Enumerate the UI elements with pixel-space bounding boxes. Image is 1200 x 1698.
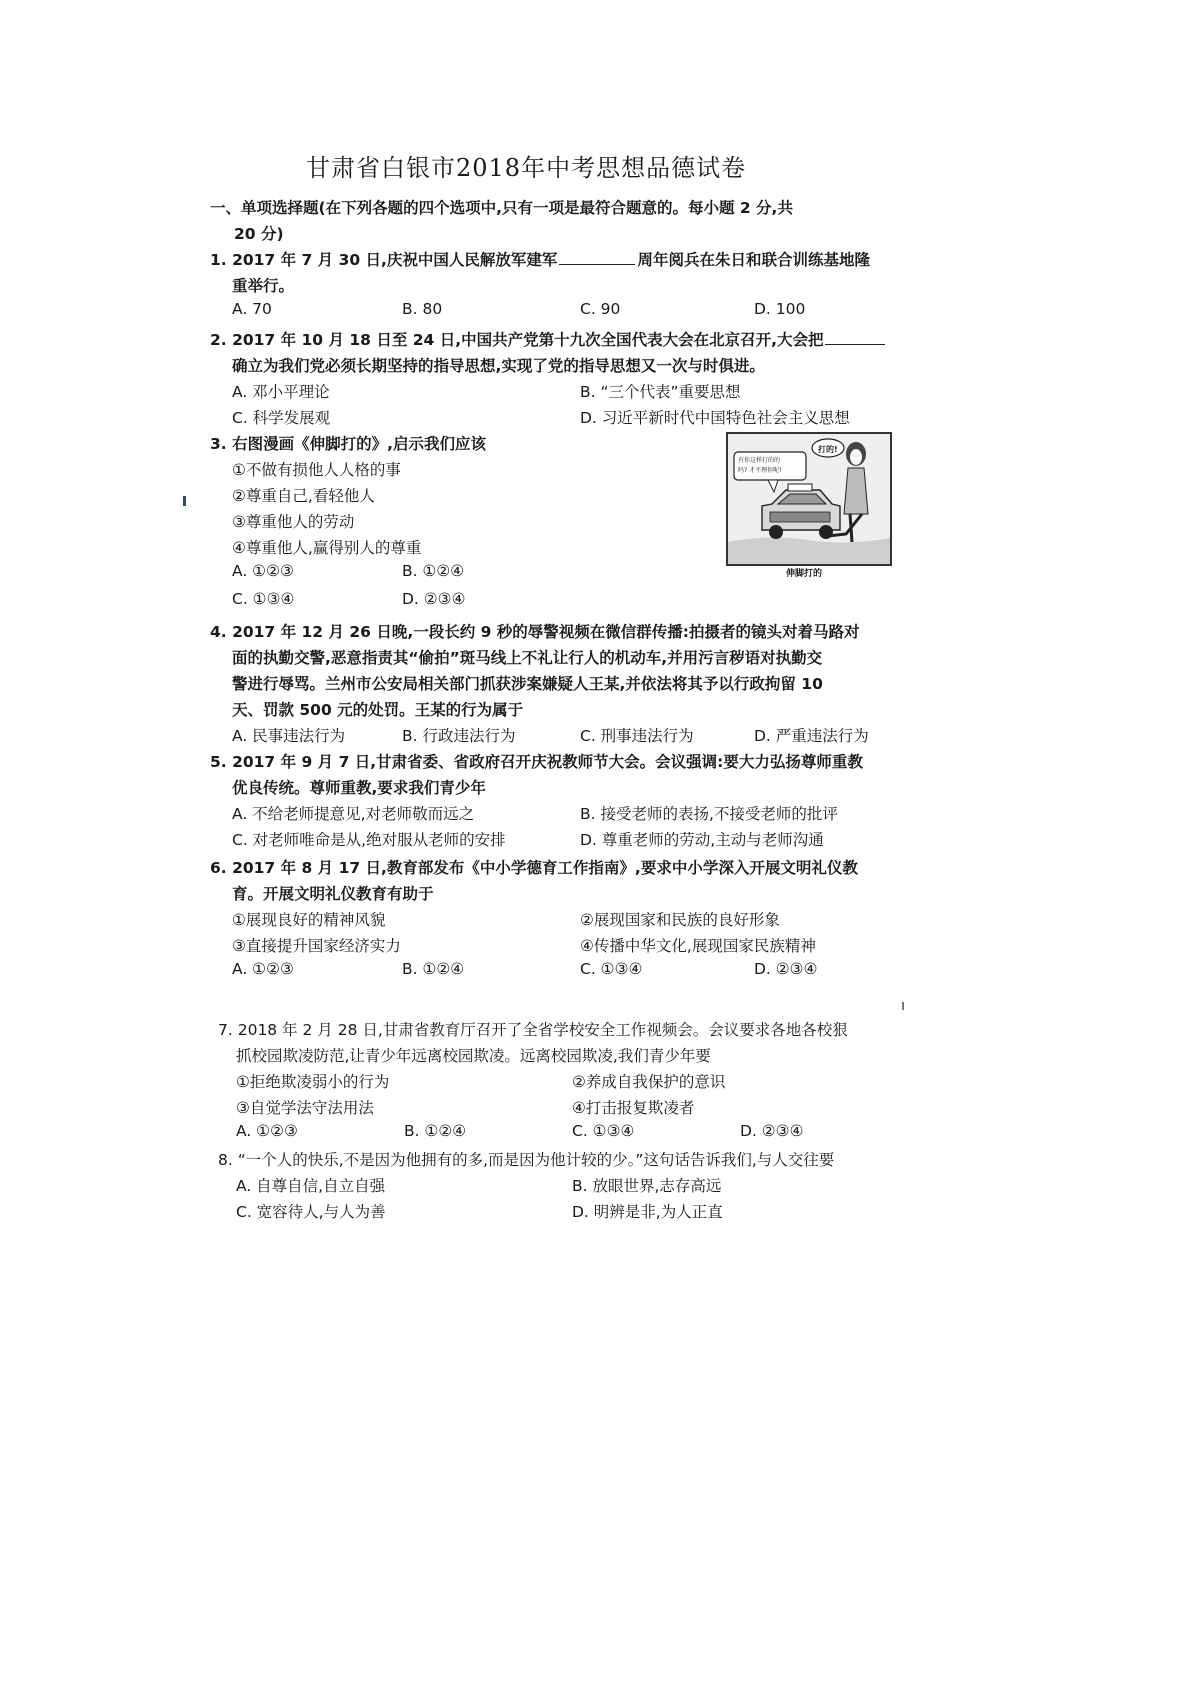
q6-statement-1: ①展现良好的精神风貌 — [232, 911, 386, 929]
q7-statement-4: ④打击报复欺凌者 — [572, 1099, 695, 1117]
q6-statement-4: ④传播中华文化,展现国家民族精神 — [580, 937, 816, 955]
question-3-stem: 3. 右图漫画《伸脚打的》,启示我们应该 — [210, 435, 486, 453]
question-4-stem-4: 天、罚款 500 元的处罚。王某的行为属于 — [232, 701, 524, 719]
comic-caption: 伸脚打的 — [786, 569, 823, 579]
page-title: 甘肃省白银市2018年中考思想品德试卷 — [306, 154, 747, 182]
q8-option-b: B. 放眼世界,志存高远 — [572, 1177, 722, 1195]
question-7-stem: 7. 2018 年 2 月 28 日,甘肃省教育厅召开了全省学校安全工作视频会。会议要求各地各校狠 — [218, 1021, 848, 1039]
q3-statement-1: ①不做有损他人人格的事 — [232, 461, 401, 479]
q7-option-b: B. ①②④ — [404, 1122, 467, 1140]
q8-option-d: D. 明辨是非,为人正直 — [572, 1203, 723, 1221]
q5-option-d: D. 尊重老师的劳动,主动与老师沟通 — [580, 831, 824, 849]
q1-option-c: C. 90 — [580, 300, 621, 318]
answer-blank — [825, 330, 885, 345]
q2-option-b: B. “三个代表”重要思想 — [580, 383, 741, 401]
q6-statement-3: ③直接提升国家经济实力 — [232, 937, 401, 955]
q3-option-c: C. ①③④ — [232, 590, 295, 608]
section-heading-cont: 20 分) — [234, 225, 284, 243]
comic-woman-text: 打的! — [818, 445, 838, 454]
q4-option-c: C. 刑事违法行为 — [580, 727, 694, 745]
q6-option-a: A. ①②③ — [232, 960, 294, 978]
q4-option-d: D. 严重违法行为 — [754, 727, 869, 745]
q6-statement-2: ②展现国家和民族的良好形象 — [580, 911, 780, 929]
q8-option-a: A. 自尊自信,自立自强 — [236, 1177, 386, 1195]
q4-option-b: B. 行政违法行为 — [402, 727, 516, 745]
q7-option-a: A. ①②③ — [236, 1122, 298, 1140]
q3-option-a: A. ①②③ — [232, 562, 294, 580]
q6-option-b: B. ①②④ — [402, 960, 465, 978]
question-2-line1: 2. 2017 年 10 月 18 日至 24 日,中国共产党第十九次全国代表大会在北京召开,大会把 — [210, 331, 824, 349]
q7-option-c: C. ①③④ — [572, 1122, 635, 1140]
q7-statement-3: ③自觉学法守法用法 — [236, 1099, 374, 1117]
q3-statement-4: ④尊重他人,赢得别人的尊重 — [232, 539, 422, 557]
q3-option-b: B. ①②④ — [402, 562, 465, 580]
q5-option-a: A. 不给老师提意见,对老师敬而远之 — [232, 805, 475, 823]
q1-option-b: B. 80 — [402, 300, 443, 318]
q3-statement-2: ②尊重自己,看轻他人 — [232, 487, 375, 505]
question-4-stem-2: 面的执勤交警,恶意指责其“偷拍”斑马线上不礼让行人的机动车,并用污言秽语对执勤交 — [232, 649, 823, 667]
question-1-pre: 1. 2017 年 7 月 30 日,庆祝中国人民解放军建军 — [210, 251, 558, 269]
q1-option-a: A. 70 — [232, 300, 272, 318]
question-8-stem: 8. “一个人的快乐,不是因为他拥有的多,而是因为他计较的少。”这句话告诉我们,与人交往要 — [218, 1151, 835, 1169]
q6-option-d: D. ②③④ — [754, 960, 818, 978]
q7-statement-2: ②养成自我保护的意识 — [572, 1073, 726, 1091]
question-2-stem — [210, 328, 885, 350]
question-1-post: 周年阅兵在朱日和联合训练基地隆 — [637, 251, 870, 269]
question-6-stem-2: 育。开展文明礼仪教育有助于 — [232, 885, 434, 903]
question-5-stem: 5. 2017 年 9 月 7 日,甘肃省委、省政府召开庆祝教师节大会。会议强调:要大力弘扬尊师重教 — [210, 753, 863, 771]
question-5-stem-2: 优良传统。尊师重教,要求我们青少年 — [232, 779, 486, 797]
comic-drawing — [728, 434, 890, 564]
answer-blank — [559, 250, 635, 265]
question-4-stem: 4. 2017 年 12 月 26 日晚,一段长约 9 秒的辱警视频在微信群传播:拍摄者的镜头对着马路对 — [210, 623, 860, 641]
section-heading: 一、单项选择题(在下列各题的四个选项中,只有一项是最符合题意的。每小题 2 分,共 — [210, 199, 793, 217]
comic-driver-text-1: 有你这样打的的 — [738, 457, 781, 464]
q2-option-a: A. 邓小平理论 — [232, 383, 330, 401]
comic-driver-text-2: 吗? 才不理你呢! — [738, 467, 782, 474]
question-7-stem-2: 抓校园欺凌防范,让青少年远离校园欺凌。远离校园欺凌,我们青少年要 — [236, 1047, 711, 1065]
q8-option-c: C. 宽容待人,与人为善 — [236, 1203, 386, 1221]
scan-mark — [183, 496, 186, 506]
q5-option-c: C. 对老师唯命是从,绝对服从老师的安排 — [232, 831, 506, 849]
q5-option-b: B. 接受老师的表扬,不接受老师的批评 — [580, 805, 838, 823]
scan-mark — [902, 1002, 904, 1010]
q2-option-c: C. 科学发展观 — [232, 409, 331, 427]
q3-statement-3: ③尊重他人的劳动 — [232, 513, 355, 531]
q6-option-c: C. ①③④ — [580, 960, 643, 978]
q3-option-d: D. ②③④ — [402, 590, 466, 608]
comic-illustration — [726, 432, 892, 566]
question-6-stem: 6. 2017 年 8 月 17 日,教育部发布《中小学德育工作指南》,要求中小学深入开展文明礼仪教 — [210, 859, 858, 877]
q4-option-a: A. 民事违法行为 — [232, 727, 346, 745]
q7-statement-1: ①拒绝欺凌弱小的行为 — [236, 1073, 390, 1091]
q7-option-d: D. ②③④ — [740, 1122, 804, 1140]
question-1-stem — [210, 248, 870, 270]
question-2-stem-cont: 确立为我们党必须长期坚持的指导思想,实现了党的指导思想又一次与时俱进。 — [232, 357, 765, 375]
question-4-stem-3: 警进行辱骂。兰州市公安局相关部门抓获涉案嫌疑人王某,并依法将其予以行政拘留 10 — [232, 675, 823, 693]
q1-option-d: D. 100 — [754, 300, 806, 318]
q2-option-d: D. 习近平新时代中国特色社会主义思想 — [580, 409, 850, 427]
question-1-stem-cont: 重举行。 — [232, 277, 295, 295]
